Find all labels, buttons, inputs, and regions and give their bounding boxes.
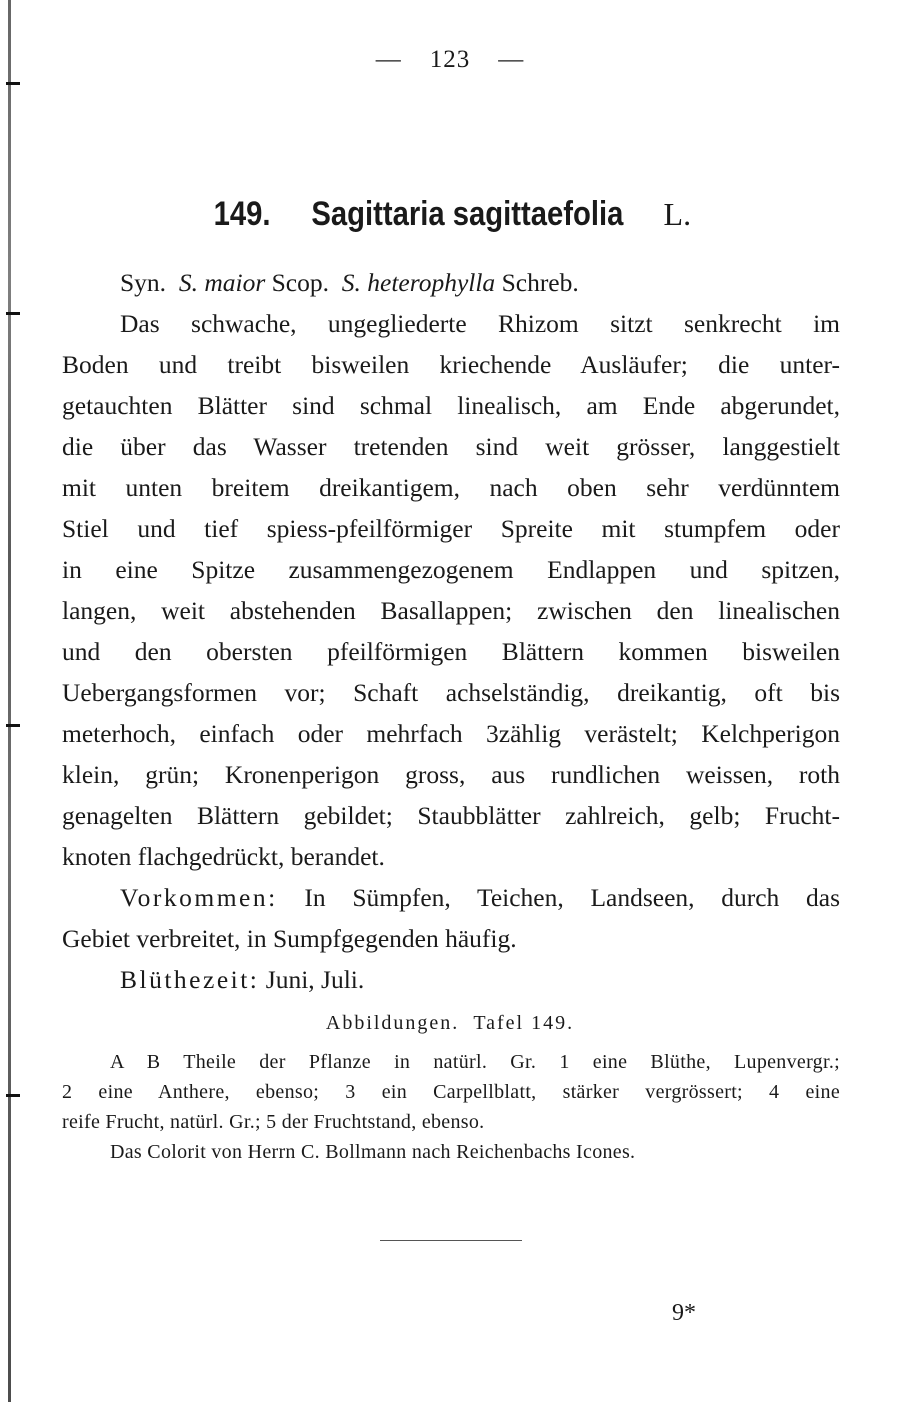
description-line: Boden und treibt bisweilen kriechende Ausläufer; die unter-	[62, 350, 840, 379]
description-line: Uebergangsformen vor; Schaft achselständig, dreikantig, oft bis	[62, 678, 840, 707]
flowering-value: Juni, Juli.	[265, 965, 365, 994]
flowering-label: Blüthezeit:	[120, 965, 260, 994]
description-line: langen, weit abstehenden Basallappen; zwischen den linealischen	[62, 596, 840, 625]
description-line: und den obersten pfeilförmigen Blättern kommen bisweilen	[62, 637, 840, 666]
figures-legend-line: 2 eine Anthere, ebenso; 3 ein Carpellblatt, stärker vergrössert; 4 eine	[62, 1081, 840, 1103]
description-line: Das schwache, ungegliederte Rhizom sitzt senkrecht im	[120, 309, 840, 338]
description-line: klein, grün; Kronenperigon gross, aus rundlichen weissen, roth	[62, 760, 840, 789]
page-number-dash-left: —	[375, 46, 402, 73]
description-line: die über das Wasser tretenden sind weit grösser, langgestielt	[62, 432, 840, 461]
synonym-author: Scop.	[271, 268, 329, 297]
occurrence-label: Vorkommen:	[120, 883, 278, 912]
signature-mark: 9*	[672, 1300, 696, 1326]
edge-mark	[6, 82, 20, 85]
edge-mark	[6, 724, 20, 727]
description-line: meterhoch, einfach oder mehrfach 3zählig verästelt; Kelchperigon	[62, 719, 840, 748]
figures-legend-line: A B Theile der Pflanze in natürl. Gr. 1 eine Blüthe, Lupenvergr.;	[110, 1051, 840, 1073]
figures-legend	[62, 1047, 840, 1167]
synonyms-prefix: Syn.	[120, 268, 167, 297]
description-line: Stiel und tief spiess-pfeilförmiger Spreite mit stumpfem oder	[62, 514, 840, 543]
occurrence-text: In Sümpfen, Teichen, Landseen, durch das	[304, 883, 840, 912]
species-name: Sagittaria sagittaefolia	[311, 195, 624, 233]
divider-rule	[380, 1240, 522, 1241]
species-heading	[0, 194, 900, 234]
description-line: getauchten Blätter sind schmal linealisch, am Ende abgerundet,	[62, 391, 840, 420]
occurrence-line	[62, 877, 840, 918]
page-number-value: 123	[429, 46, 471, 73]
edge-mark	[6, 312, 20, 315]
species-author: L.	[663, 196, 692, 232]
description-line: genagelten Blättern gebildet; Staubblätter zahlreich, gelb; Frucht-	[62, 801, 840, 830]
figures-title	[0, 1012, 900, 1035]
synonyms-line	[62, 262, 840, 303]
description-line: knoten flachgedrückt, berandet.	[62, 842, 385, 871]
flowering-line	[62, 959, 840, 1000]
synonym-author: Schreb.	[501, 268, 579, 297]
description-line: in eine Spitze zusammengezogenem Endlappen und spitzen,	[62, 555, 840, 584]
page-number-dash-right: —	[498, 46, 525, 73]
figures-label: Abbildungen.	[325, 1012, 460, 1034]
colorist-note: Das Colorit von Herrn C. Bollmann nach Reichenbachs Icones.	[110, 1141, 636, 1163]
page-number	[0, 46, 900, 74]
synonym-name: S. heterophylla	[341, 268, 496, 297]
description-paragraph	[62, 303, 840, 1000]
species-number: 149.	[213, 195, 271, 233]
figures-plate: Tafel 149.	[473, 1012, 575, 1034]
description-line: mit unten breitem dreikantigem, nach oben sehr verdünntem	[62, 473, 840, 502]
synonyms-paragraph	[62, 262, 840, 303]
synonym-name: S. maior	[178, 268, 266, 297]
edge-mark	[6, 1094, 20, 1097]
occurrence-line: Gebiet verbreitet, in Sumpfgegenden häufig.	[62, 924, 517, 953]
figures-legend-line: reife Frucht, natürl. Gr.; 5 der Fruchtstand, ebenso.	[62, 1111, 485, 1133]
